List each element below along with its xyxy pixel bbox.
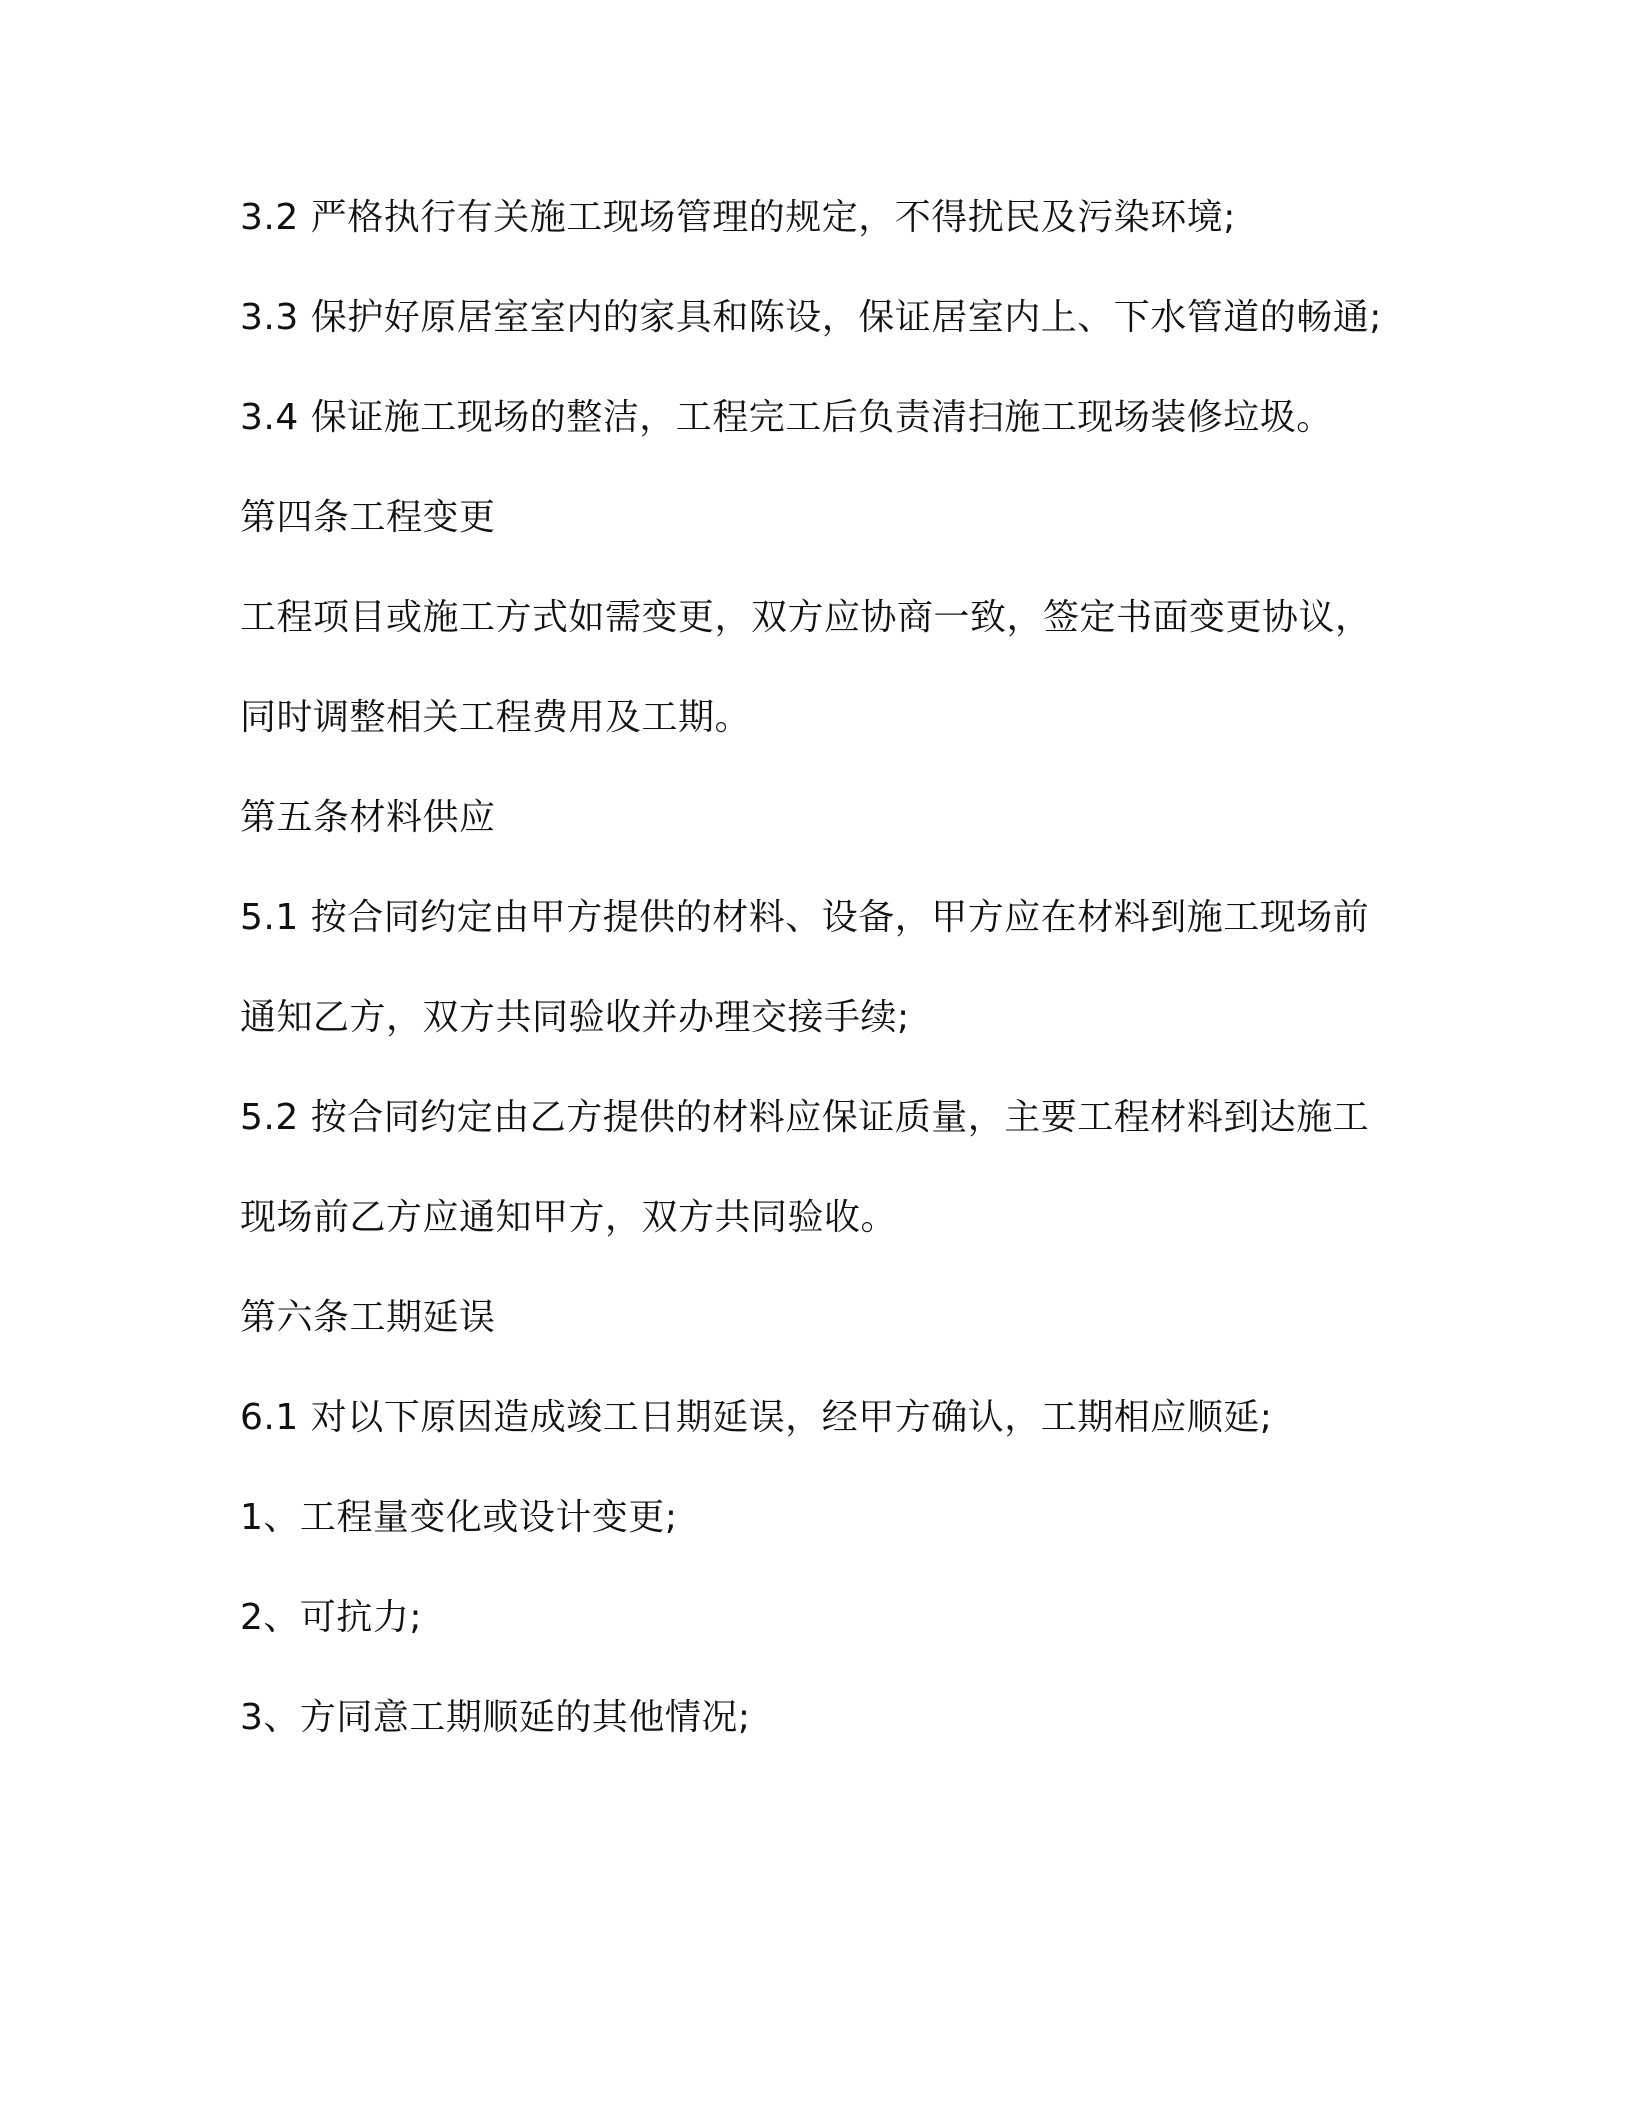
list-item: 2、可抗力; [240,1597,423,1638]
clause-3-3: 3.3 保护好原居室室内的家具和陈设，保证居室内上、下水管道的畅通; [240,297,1382,338]
paragraph-line: 通知乙方，双方共同验收并办理交接手续; [240,997,910,1038]
paragraph-line: 工程项目或施工方式如需变更，双方应协商一致，签定书面变更协议， [240,597,1372,638]
clause-3-4: 3.4 保证施工现场的整洁，工程完工后负责清扫施工现场装修垃圾。 [240,397,1333,438]
section-heading-4: 第四条工程变更 [240,497,496,538]
paragraph-line: 现场前乙方应通知甲方，双方共同验收。 [240,1197,898,1238]
clause-6-1: 6.1 对以下原因造成竣工日期延误，经甲方确认，工期相应顺延; [240,1397,1273,1438]
section-heading-6: 第六条工期延误 [240,1297,496,1338]
list-item: 1、工程量变化或设计变更; [240,1497,678,1538]
paragraph-line: 同时调整相关工程费用及工期。 [240,697,752,738]
clause-3-2: 3.2 严格执行有关施工现场管理的规定，不得扰民及污染环境; [240,197,1236,238]
clause-5-2: 5.2 按合同约定由乙方提供的材料应保证质量，主要工程材料到达施工 [240,1097,1370,1138]
list-item: 3、方同意工期顺延的其他情况; [240,1697,751,1738]
clause-5-1: 5.1 按合同约定由甲方提供的材料、设备，甲方应在材料到施工现场前 [240,897,1370,938]
section-heading-5: 第五条材料供应 [240,797,496,838]
